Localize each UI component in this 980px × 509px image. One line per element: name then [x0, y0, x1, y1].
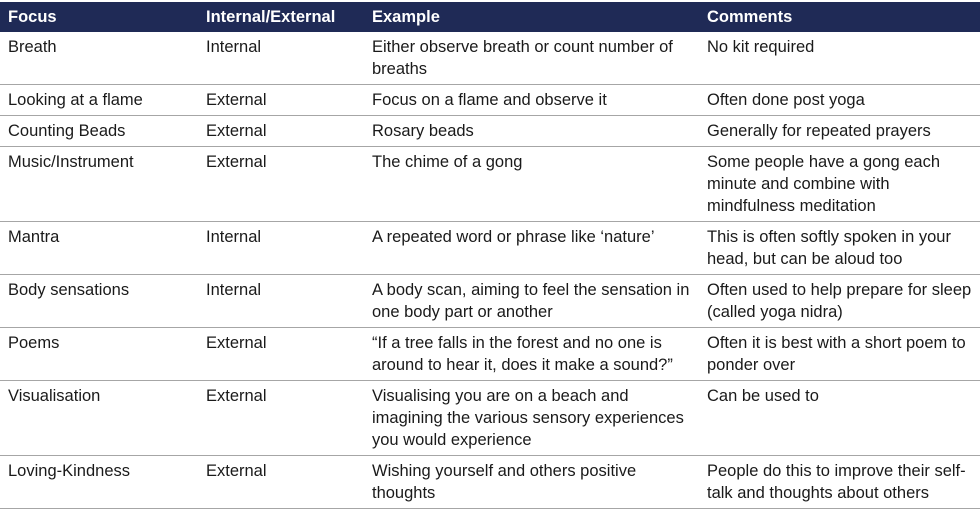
- cell-example: Wishing yourself and others positive thoughts: [364, 456, 699, 509]
- cell-comments: This is often softly spoken in your head, but can be aloud too: [699, 222, 980, 275]
- cell-example: Rosary beads: [364, 116, 699, 147]
- table-row: [0, 116, 980, 147]
- cell-example: “If a tree falls in the forest and no one is around to hear it, does it make a sound?”: [364, 328, 699, 381]
- cell-comments: Some people have a gong each minute and combine with mindfulness meditation: [699, 147, 980, 222]
- cell-comments: Often it is best with a short poem to ponder over: [699, 328, 980, 381]
- cell-type: External: [198, 456, 364, 509]
- cell-type: External: [198, 116, 364, 147]
- cell-comments: Generally for repeated prayers: [699, 116, 980, 147]
- cell-type: External: [198, 328, 364, 381]
- cell-type: External: [198, 381, 364, 456]
- cell-focus: Counting Beads: [0, 116, 198, 147]
- cell-focus: Music/Instrument: [0, 147, 198, 222]
- cell-focus: Body sensations: [0, 275, 198, 328]
- header-focus: Focus: [0, 2, 198, 32]
- cell-example: Either observe breath or count number of breaths: [364, 32, 699, 85]
- cell-focus: Loving-Kindness: [0, 456, 198, 509]
- cell-type: Internal: [198, 222, 364, 275]
- header-comments: Comments: [699, 2, 980, 32]
- table-header-row: [0, 2, 980, 32]
- cell-example: A repeated word or phrase like ‘nature’: [364, 222, 699, 275]
- cell-focus: Looking at a flame: [0, 85, 198, 116]
- table-row: [0, 328, 980, 381]
- cell-focus: Breath: [0, 32, 198, 85]
- table-row: [0, 275, 980, 328]
- cell-comments: Often done post yoga: [699, 85, 980, 116]
- table-row: [0, 456, 980, 509]
- table-row: [0, 32, 980, 85]
- cell-focus: Visualisation: [0, 381, 198, 456]
- meditation-focus-table: [0, 2, 980, 509]
- cell-comments: People do this to improve their self-talk and thoughts about others: [699, 456, 980, 509]
- cell-example: A body scan, aiming to feel the sensation in one body part or another: [364, 275, 699, 328]
- table-row: [0, 147, 980, 222]
- table-row: [0, 381, 980, 456]
- cell-type: External: [198, 147, 364, 222]
- cell-example: The chime of a gong: [364, 147, 699, 222]
- table-row: [0, 222, 980, 275]
- cell-focus: Mantra: [0, 222, 198, 275]
- cell-example: Visualising you are on a beach and imagining the various sensory experiences you would experience: [364, 381, 699, 456]
- header-example: Example: [364, 2, 699, 32]
- cell-example: Focus on a flame and observe it: [364, 85, 699, 116]
- cell-type: Internal: [198, 32, 364, 85]
- header-internal-external: Internal/External: [198, 2, 364, 32]
- cell-comments: Often used to help prepare for sleep (called yoga nidra): [699, 275, 980, 328]
- cell-type: External: [198, 85, 364, 116]
- cell-focus: Poems: [0, 328, 198, 381]
- cell-comments: Can be used to: [699, 381, 980, 456]
- cell-type: Internal: [198, 275, 364, 328]
- cell-comments: No kit required: [699, 32, 980, 85]
- table-row: [0, 85, 980, 116]
